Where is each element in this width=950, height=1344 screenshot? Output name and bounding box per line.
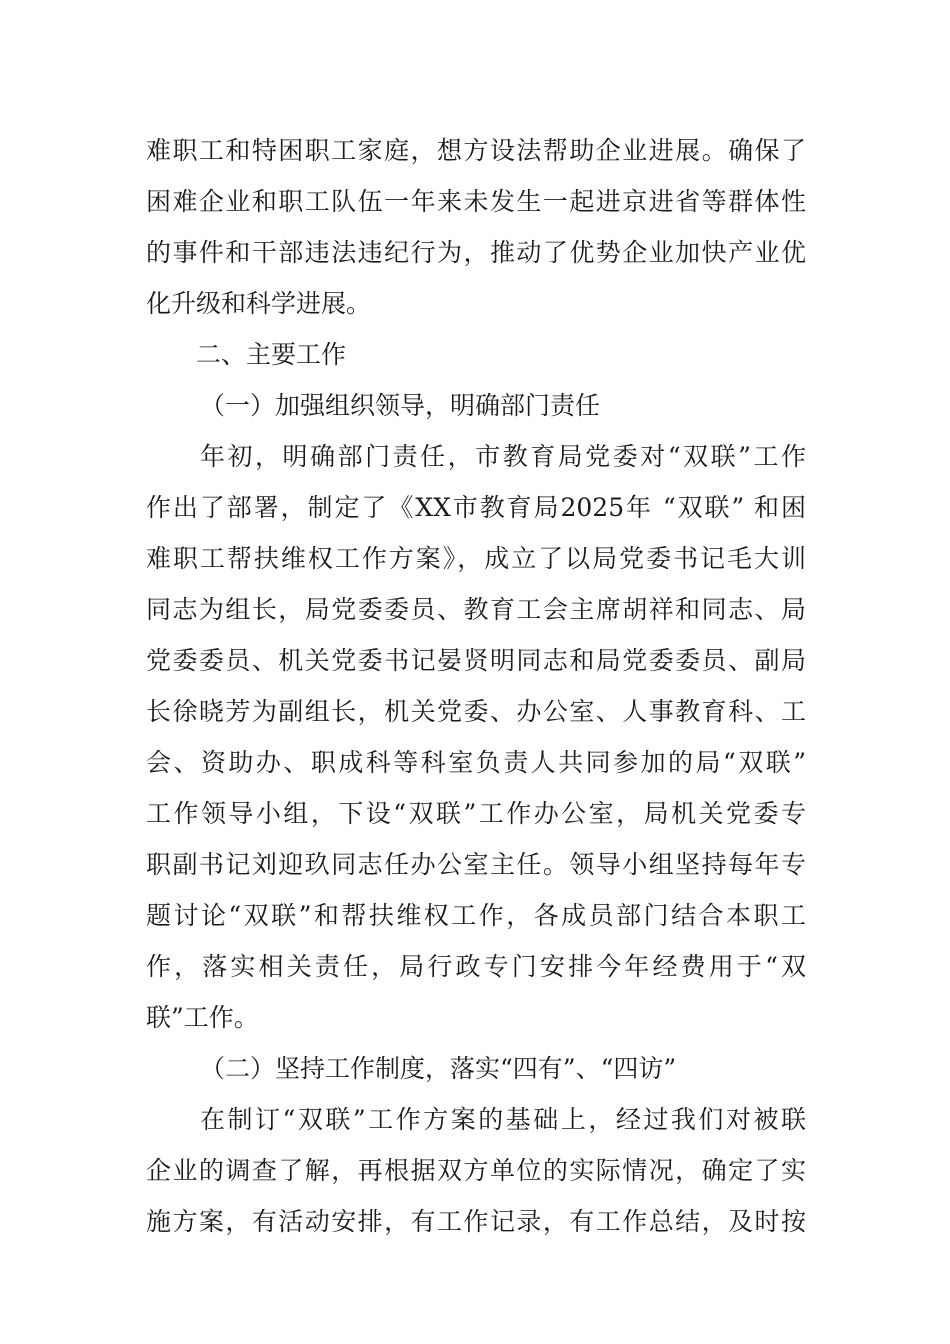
body-line: 党委委员、机关党委书记晏贤明同志和局党委委员、副局 (146, 646, 806, 675)
body-line: 在制订“双联”工作方案的基础上，经过我们对被联 (200, 1105, 806, 1134)
body-line: 难职工和特困职工家庭，想方设法帮助企业进展。确保了 (146, 136, 806, 165)
body-line: 职副书记刘迎玖同志任办公室主任。领导小组坚持每年专 (146, 850, 806, 879)
section-heading: 二、主要工作 (196, 340, 347, 369)
body-line: 题讨论“双联”和帮扶维权工作，各成员部门结合本职工 (146, 901, 806, 930)
body-line: 会、资助办、职成科等科室负责人共同参加的局“双联” (146, 748, 806, 777)
body-line: 施方案，有活动安排，有工作记录，有工作总结，及时按 (146, 1207, 806, 1236)
body-line: 联”工作。 (146, 1003, 259, 1032)
body-line: 化升级和科学进展。 (146, 289, 372, 318)
body-line: 年初，明确部门责任，市教育局党委对“双联”工作 (200, 442, 806, 471)
body-line: 同志为组长，局党委委员、教育工会主席胡祥和同志、局 (146, 595, 806, 624)
body-line: 作，落实相关责任，局行政专门安排今年经费用于“双 (146, 952, 806, 981)
body-line: 困难企业和职工队伍一年来未发生一起进京进省等群体性 (146, 187, 806, 216)
document-body (146, 125, 806, 1247)
subsection-heading: （二）坚持工作制度，落实“四有”、“四访” (200, 1054, 677, 1083)
body-line: 作出了部署，制定了《XX市教育局2025年 “双联” 和困 (146, 493, 806, 522)
subsection-heading: （一）加强组织领导，明确部门责任 (200, 391, 601, 420)
body-line: 的事件和干部违法违纪行为，推动了优势企业加快产业优 (146, 238, 806, 267)
body-line: 企业的调查了解，再根据双方单位的实际情况，确定了实 (146, 1156, 806, 1185)
body-line: 难职工帮扶维权工作方案》，成立了以局党委书记毛大训 (146, 544, 806, 573)
body-line: 长徐晓芳为副组长，机关党委、办公室、人事教育科、工 (146, 697, 806, 726)
body-line: 工作领导小组，下设“双联”工作办公室，局机关党委专 (146, 799, 806, 828)
